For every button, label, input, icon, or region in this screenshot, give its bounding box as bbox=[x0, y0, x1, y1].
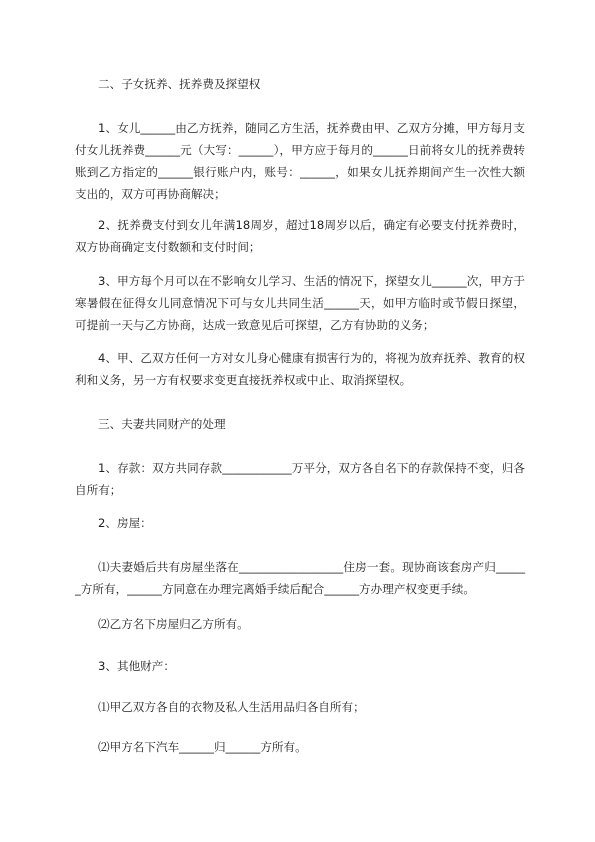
section-heading-joint-property: 三、夫妻共同财产的处理 bbox=[98, 417, 226, 431]
clause-housing-heading: 2、房屋： bbox=[98, 516, 152, 530]
clause-other-property-item-1: ⑴甲乙双方各自的衣物及私人生活用品归各自所有； bbox=[98, 700, 365, 714]
clause-4-custody-change: 4、甲、乙双方任何一方对女儿身心健康有损害行为的，将视为放弃抚养、教育的权利和义务，另一方有权要求变更直接抚养权或中止、取消探望权。 bbox=[75, 351, 525, 387]
clause-3-visitation: 3、甲方每个月可以在不影响女儿学习、生活的情况下，探望女儿______次，甲方于寒暑假在征得女儿同意情况下可与女儿共同生活______天，如甲方临时或节假日探望，可提前一天与乙方协商，达成一致意见后可探望，乙方有协助的义务； bbox=[75, 274, 525, 332]
clause-other-property-heading: 3、其他财产： bbox=[98, 659, 175, 673]
clause-housing-item-2: ⑵乙方名下房屋归乙方所有。 bbox=[98, 617, 249, 631]
clause-1-child-custody: 1、女儿______由乙方抚养，随同乙方生活，抚养费由甲、乙双方分摊，甲方每月支付女儿抚养费______元（大写：______），甲方应于每月的______日前将女儿的抚养费转账到乙方指定的______银行账户内，账号：______，如果女儿抚养期间产生一次性大额支出的，双方可再协商解决； bbox=[75, 121, 525, 201]
clause-housing-item-1: ⑴夫妻婚后共有房屋坐落在__________________住房一套。现协商该套房产归______方所有，______方同意在办理完离婚手续后配合______方办理产权变更手续。 bbox=[75, 560, 525, 596]
clause-other-property-item-2: ⑵甲方名下汽车______归______方所有。 bbox=[98, 740, 307, 754]
clause-savings: 1、存款：双方共同存款____________万平分，双方各自名下的存款保持不变，归各自所有； bbox=[75, 461, 525, 497]
clause-2-support-duration: 2、抚养费支付到女儿年满18周岁，超过18周岁以后，确定有必要支付抚养费时，双方协商确定支付数额和支付时间； bbox=[75, 218, 525, 254]
section-heading-child-support: 二、子女抚养、抚养费及探望权 bbox=[98, 77, 261, 91]
